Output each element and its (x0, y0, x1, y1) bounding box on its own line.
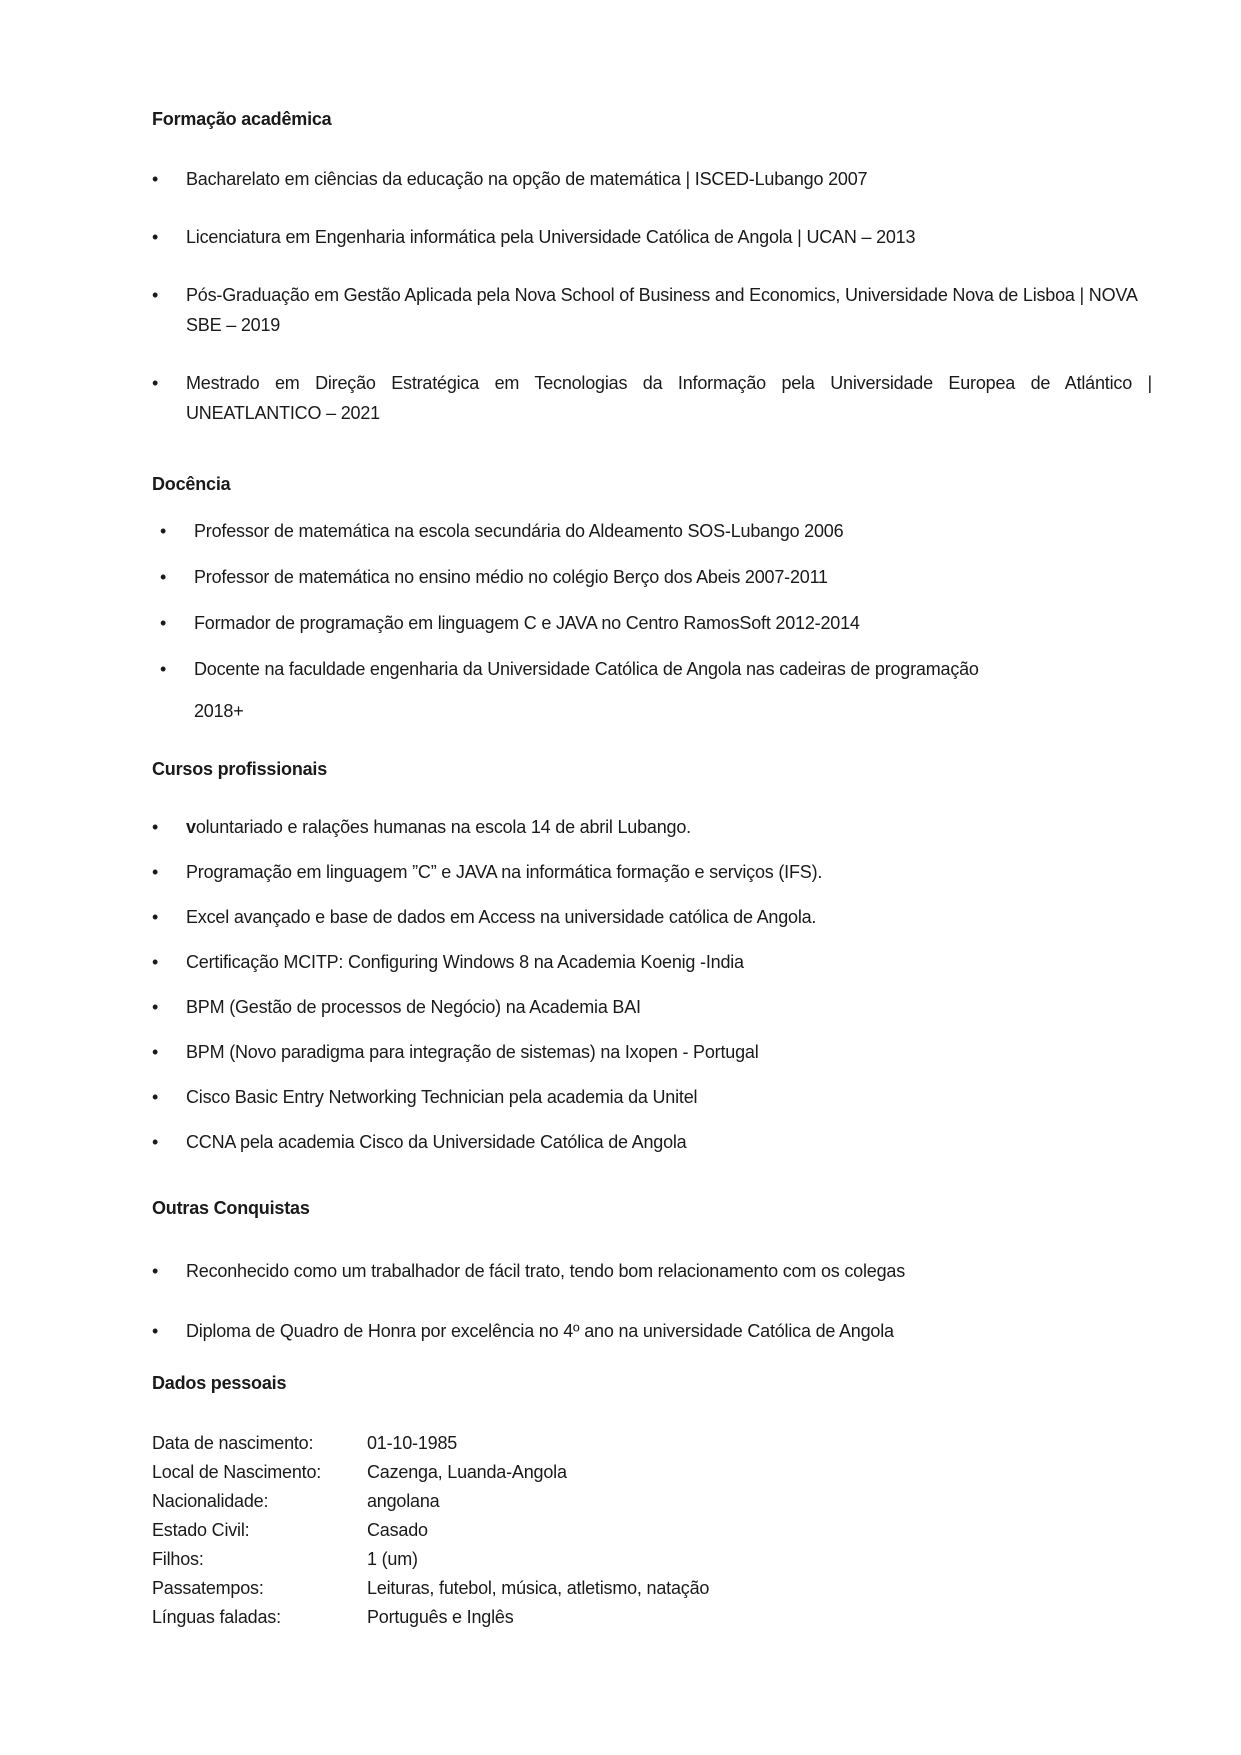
list-item-text: Bacharelato em ciências da educação na opção de matemática | ISCED-Lubango 2007 (186, 169, 868, 189)
list-item-text: CCNA pela academia Cisco da Universidade Católica de Angola (186, 1132, 687, 1152)
list-item-text: Certificação MCITP: Configuring Windows 8 na Academia Koenig -India (186, 952, 744, 972)
row-label: Passatempos: (152, 1578, 264, 1598)
bullet-icon: • (160, 567, 167, 587)
list-item-text: oluntariado e ralações humanas na escola 14 de abril Lubango. (195, 817, 691, 837)
row-label: Estado Civil: (152, 1520, 250, 1540)
list-item-continuation: 2018+ (194, 701, 244, 721)
list-item (152, 902, 1152, 932)
row-value: 01-10-1985 (367, 1433, 458, 1453)
row-value: Leituras, futebol, música, atletismo, natação (367, 1578, 710, 1598)
bullet-icon: • (152, 1042, 159, 1062)
bullet-list (152, 1256, 1152, 1346)
list-item-text: Diploma de Quadro de Honra por excelência no 4º ano na universidade Católica de Angola (186, 1321, 894, 1341)
section-docencia (152, 469, 1152, 726)
section-heading: Docência (152, 474, 231, 494)
bullet-icon: • (152, 1261, 159, 1281)
row-value: Casado (367, 1520, 428, 1540)
table-row (152, 1429, 1152, 1458)
table-row (152, 1545, 1152, 1574)
personal-data-table (152, 1429, 1152, 1632)
bullet-icon: • (152, 862, 159, 882)
list-item (152, 857, 1152, 887)
bullet-icon: • (152, 1132, 159, 1152)
bullet-list (152, 164, 1152, 428)
list-item-text: Formador de programação em linguagem C e JAVA no Centro RamosSoft 2012-2014 (194, 613, 860, 633)
row-value: 1 (um) (367, 1549, 418, 1569)
bullet-list (152, 812, 1152, 1157)
row-value: Português e Inglês (367, 1607, 514, 1627)
list-item-text: Cisco Basic Entry Networking Technician pela academia da Unitel (186, 1087, 698, 1107)
row-value: Cazenga, Luanda-Angola (367, 1462, 567, 1482)
bullet-icon: • (152, 227, 159, 247)
list-item-text: Professor de matemática no ensino médio no colégio Berço dos Abeis 2007-2011 (194, 567, 828, 587)
bullet-icon: • (152, 169, 159, 189)
list-item-text: BPM (Gestão de processos de Negócio) na Academia BAI (186, 997, 641, 1017)
row-value: angolana (367, 1491, 440, 1511)
section-dados-pessoais (152, 1368, 1152, 1632)
table-row (152, 1574, 1152, 1603)
list-item-text: Professor de matemática na escola secundária do Aldeamento SOS-Lubango 2006 (194, 521, 844, 541)
table-row (152, 1603, 1152, 1632)
list-item (160, 516, 1152, 546)
bullet-icon: • (160, 659, 167, 679)
table-row (152, 1458, 1152, 1487)
list-item (152, 947, 1152, 977)
list-item (152, 812, 1152, 842)
list-item-text: Licenciatura em Engenharia informática pela Universidade Católica de Angola | UCAN – 2013 (186, 227, 916, 247)
list-item (152, 992, 1152, 1022)
list-item (152, 1082, 1152, 1112)
list-item-text: Reconhecido como um trabalhador de fácil trato, tendo bom relacionamento com os colegas (186, 1261, 906, 1281)
bullet-icon: • (152, 952, 159, 972)
row-label: Local de Nascimento: (152, 1462, 322, 1482)
list-item (160, 608, 1152, 638)
bullet-icon: • (152, 907, 159, 927)
section-outras-conquistas (152, 1193, 1152, 1346)
section-heading: Cursos profissionais (152, 759, 328, 779)
bullet-icon: • (152, 1321, 159, 1341)
list-item-text: BPM (Novo paradigma para integração de sistemas) na Ixopen - Portugal (186, 1042, 759, 1062)
list-item (152, 164, 1152, 194)
bullet-icon: • (160, 613, 167, 633)
list-item-text: Pós-Graduação em Gestão Aplicada pela Nova School of Business and Economics, Universidade Nova de Lisboa | NOVA SBE – 2019 (186, 285, 1137, 335)
row-label: Filhos: (152, 1549, 204, 1569)
list-item (152, 1127, 1152, 1157)
row-label: Nacionalidade: (152, 1491, 269, 1511)
list-item (152, 1256, 1152, 1286)
row-label: Línguas faladas: (152, 1607, 281, 1627)
list-item (152, 1316, 1152, 1346)
bullet-icon: • (152, 997, 159, 1017)
section-cursos-profissionais (152, 754, 1152, 1157)
table-row (152, 1487, 1152, 1516)
list-item (152, 1037, 1152, 1067)
bullet-icon: • (152, 817, 159, 837)
bullet-icon: • (160, 521, 167, 541)
list-item-text: Excel avançado e base de dados em Access na universidade católica de Angola. (186, 907, 817, 927)
bullet-icon: • (152, 373, 159, 393)
bullet-icon: • (152, 1087, 159, 1107)
bullet-icon: • (152, 285, 159, 305)
bullet-list (152, 516, 1152, 684)
section-formacao-academica (152, 104, 1152, 428)
list-item-text: Programação em linguagem ”C” e JAVA na informática formação e serviços (IFS). (186, 862, 823, 882)
list-item (152, 222, 1152, 252)
list-item (160, 562, 1152, 592)
list-item (152, 280, 1152, 340)
section-heading: Dados pessoais (152, 1373, 287, 1393)
section-heading: Outras Conquistas (152, 1198, 310, 1218)
list-item-text: Docente na faculdade engenharia da Universidade Católica de Angola nas cadeiras de programação (194, 659, 979, 679)
section-heading: Formação acadêmica (152, 109, 332, 129)
list-item (160, 654, 1152, 684)
list-item-text: Mestrado em Direção Estratégica em Tecnologias da Informação pela Universidade Europea de Atlántico | UNEATLANTICO – 2021 (186, 373, 1152, 423)
list-item-bold-lead: v (186, 817, 196, 837)
row-label: Data de nascimento: (152, 1433, 314, 1453)
list-item (152, 368, 1152, 428)
table-row (152, 1516, 1152, 1545)
